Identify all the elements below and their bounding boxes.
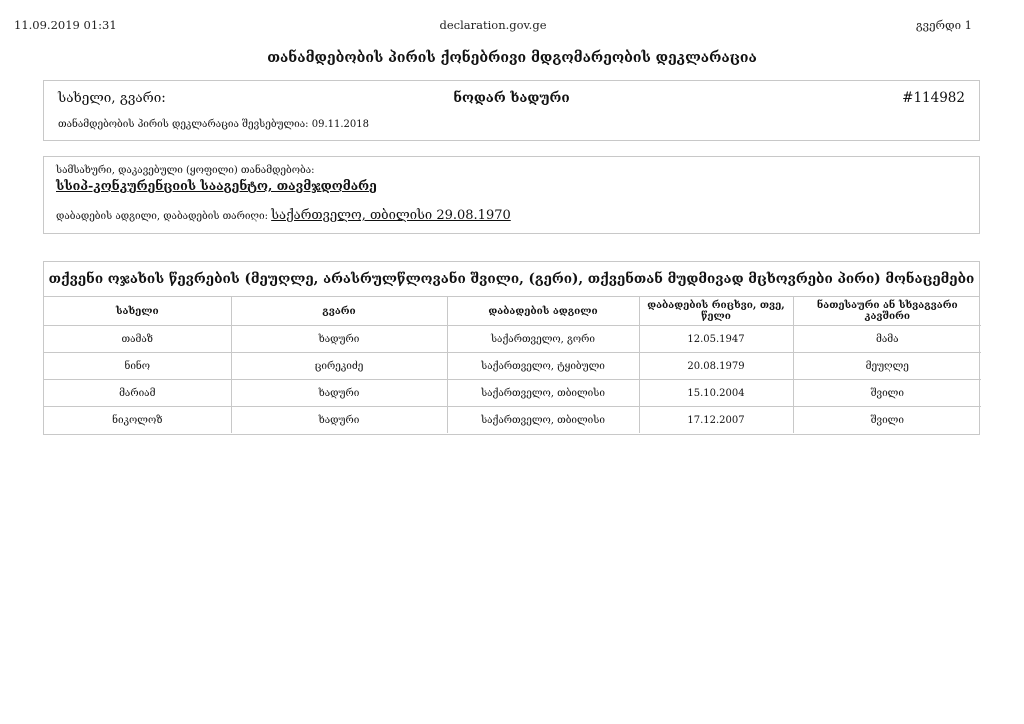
page-title: თანამდებობის პირის ქონებრივი მდგომარეობის დეკლარაცია [267, 50, 757, 66]
table-cell: ნიკოლოზ [44, 407, 231, 434]
table-row [44, 353, 981, 380]
table-row [44, 407, 981, 434]
family-section-title: თქვენი ოჯახის წევრების (მეუღლე, არასრულწლოვანი შვილი, (გერი), თქვენთან მუდმივად მცხოვრები პირი) მონაცემები [44, 262, 979, 297]
name-label: სახელი, გვარი: [58, 90, 166, 106]
table-cell: მეუღლე [793, 353, 981, 380]
column-header: გვარი [231, 297, 447, 326]
position-box [43, 156, 980, 234]
page-number: გვერდი 1 [915, 18, 972, 32]
table-cell: 20.08.1979 [639, 353, 793, 380]
position-value: სსიპ-კონკურენციის სააგენტო, თავმჯდომარე [56, 178, 377, 193]
table-row [44, 326, 981, 353]
table-cell: ხადური [231, 407, 447, 434]
table-cell: საქართველო, თბილისი [447, 380, 639, 407]
birth-label: დაბადების ადგილი, დაბადების თარიღი: [56, 211, 268, 222]
position-label: სამსახური, დაკავებული (ყოფილი) თანამდებობა: [56, 165, 315, 176]
declarant-name: ნოდარ ხადური [453, 90, 570, 106]
table-cell: 12.05.1947 [639, 326, 793, 353]
table-cell: შვილი [793, 380, 981, 407]
declaration-number: #114982 [902, 90, 965, 106]
table-cell: საქართველო, თბილისი [447, 407, 639, 434]
table-cell: საქართველო, გორი [447, 326, 639, 353]
print-datetime: 11.09.2019 01:31 [14, 18, 117, 32]
print-site-url: declaration.gov.ge [439, 18, 547, 32]
column-header: ნათესაური ან სხვაგვარი კავშირი [793, 297, 981, 326]
table-cell: შვილი [793, 407, 981, 434]
column-header: დაბადების ადგილი [447, 297, 639, 326]
table-cell: მამა [793, 326, 981, 353]
filled-date: თანამდებობის პირის დეკლარაცია შევსებულია: 09.11.2018 [58, 119, 369, 130]
table-cell: ცირეკიძე [231, 353, 447, 380]
print-header [14, 18, 972, 32]
table-cell: 17.12.2007 [639, 407, 793, 434]
table-row [44, 380, 981, 407]
table-cell: საქართველო, ტყიბული [447, 353, 639, 380]
birth-value: საქართველო, თბილისი 29.08.1970 [271, 208, 511, 223]
table-cell: თამაზ [44, 326, 231, 353]
declarant-box [43, 80, 980, 141]
table-cell: ხადური [231, 326, 447, 353]
column-header: დაბადების რიცხვი, თვე, წელი [639, 297, 793, 326]
table-cell: მარიამ [44, 380, 231, 407]
family-table [44, 297, 981, 433]
family-box [43, 261, 980, 435]
column-header: სახელი [44, 297, 231, 326]
birth-info [56, 208, 511, 223]
table-cell: ნინო [44, 353, 231, 380]
table-cell: 15.10.2004 [639, 380, 793, 407]
table-header-row [44, 297, 981, 326]
table-cell: ხადური [231, 380, 447, 407]
